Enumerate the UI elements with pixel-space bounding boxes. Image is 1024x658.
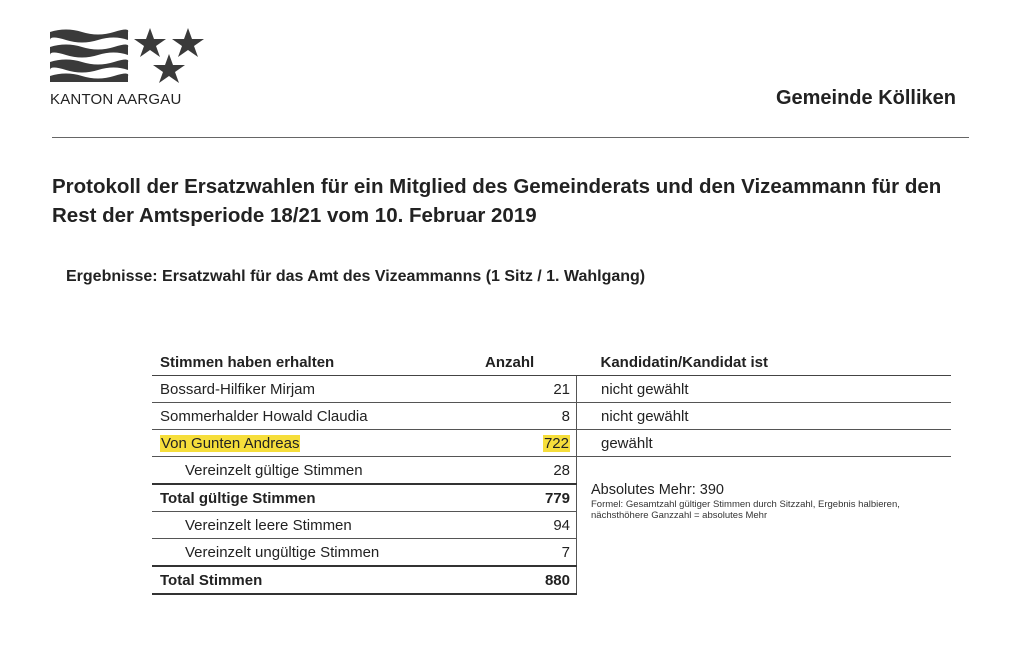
stars-icon (134, 28, 204, 83)
candidate-count: 21 (485, 376, 577, 403)
summary-label: Vereinzelt ungültige Stimmen (152, 539, 485, 567)
candidate-name-highlighted: Von Gunten Andreas (161, 434, 300, 452)
summary-value: 7 (485, 539, 577, 567)
summary-value: 94 (485, 512, 577, 539)
candidate-name: Bossard-Hilfiker Mirjam (152, 376, 485, 403)
summary-value: 779 (485, 484, 577, 512)
summary-value: 28 (485, 457, 577, 485)
canton-name: KANTON AARGAU (50, 91, 182, 108)
summary-label: Vereinzelt leere Stimmen (152, 512, 485, 539)
candidate-count-highlighted: 722 (543, 434, 569, 452)
summary-row (152, 457, 951, 485)
candidate-name: Sommerhalder Howald Claudia (152, 403, 485, 430)
canton-aargau-logo (48, 28, 228, 88)
header-count: Anzahl (485, 349, 577, 376)
candidate-status: gewählt (577, 430, 952, 457)
summary-label: Total gültige Stimmen (152, 484, 485, 512)
summary-label: Vereinzelt gültige Stimmen (152, 457, 485, 485)
summary-row-total (152, 566, 951, 594)
header-divider (52, 137, 969, 138)
table-row (152, 376, 951, 403)
candidate-status: nicht gewählt (577, 376, 952, 403)
summary-label: Total Stimmen (152, 566, 485, 594)
majority-formula: Formel: Gesamtzahl gültiger Stimmen durch Sitzzahl, Ergebnis halbieren, nächsthöhere Ganzzahl = absolutes Mehr (591, 498, 900, 521)
absolute-majority: Absolutes Mehr: 390 (591, 481, 724, 498)
table-header-row (152, 349, 951, 376)
header-name: Stimmen haben erhalten (152, 349, 485, 376)
results-table (152, 349, 951, 595)
candidate-status: nicht gewählt (577, 403, 952, 430)
table-row (152, 403, 951, 430)
waves-icon (50, 30, 128, 83)
results-subtitle: Ergebnisse: Ersatzwahl für das Amt des Vizeammanns (1 Sitz / 1. Wahlgang) (66, 268, 646, 285)
table-row-elected (152, 430, 951, 457)
document-title: Protokoll der Ersatzwahlen für ein Mitglied des Gemeinderats und den Vizeammann für den Rest der Amtsperiode 18/21 vom 10. Februar 2019 (52, 175, 942, 227)
summary-value: 880 (485, 566, 577, 594)
summary-row-total-valid (152, 484, 951, 512)
candidate-count: 8 (485, 403, 577, 430)
header-status: Kandidatin/Kandidat ist (577, 349, 952, 376)
summary-row (152, 539, 951, 567)
municipality-name: Gemeinde Kölliken (775, 87, 956, 109)
